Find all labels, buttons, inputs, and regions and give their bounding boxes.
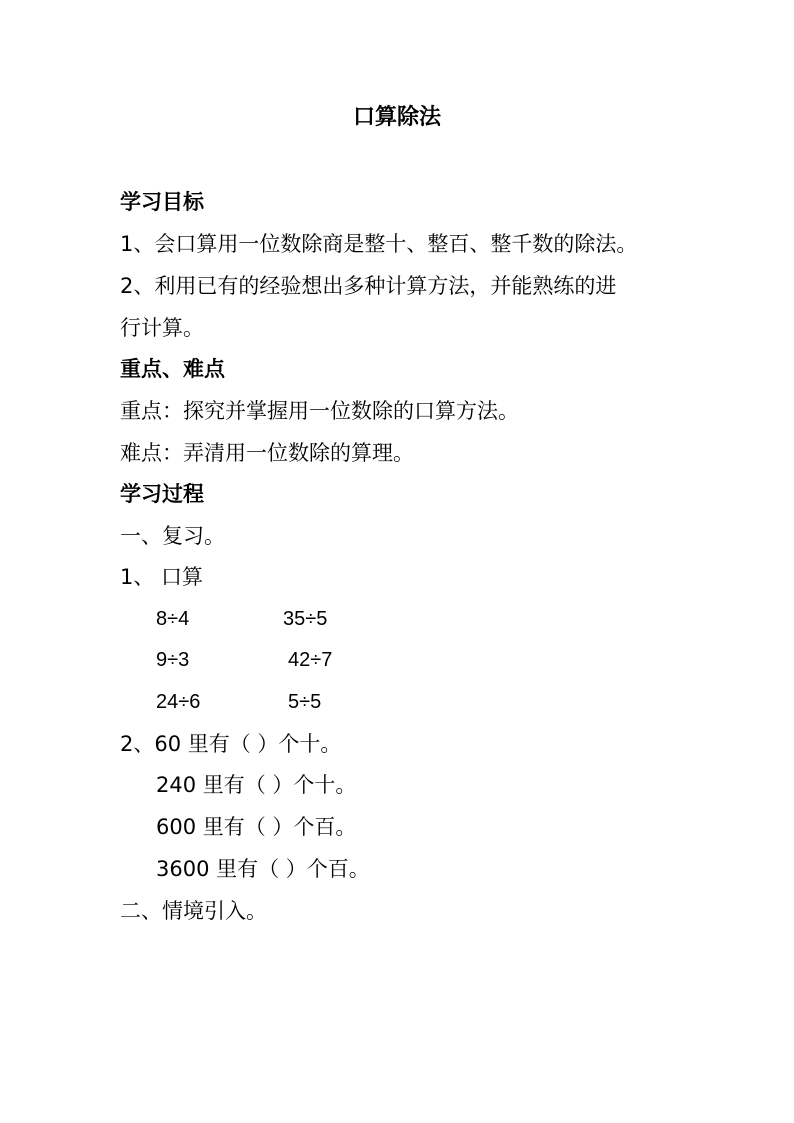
fill-blank-item-4: 3600 里有（ ）个百。 — [156, 857, 370, 881]
difficulty-point: 难点：弄清用一位数除的算理。 — [120, 441, 414, 465]
oral-calc-label: 1、 口算 — [120, 565, 204, 589]
objective-item-2-continued: 行计算。 — [120, 316, 204, 340]
fill-blank-item-3: 600 里有（ ）个百。 — [156, 815, 357, 839]
review-section-label: 一、复习。 — [120, 524, 225, 548]
calc-row-2-right: 42÷7 — [288, 649, 333, 671]
intro-section-label: 二、情境引入。 — [120, 899, 267, 923]
process-heading: 学习过程 — [120, 482, 204, 506]
calc-row-3-right: 5÷5 — [288, 691, 322, 713]
calc-row-1-left: 8÷4 — [156, 608, 190, 630]
objective-item-1: 1、会口算用一位数除商是整十、整百、整千数的除法。 — [120, 232, 638, 256]
key-point: 重点：探究并掌握用一位数除的口算方法。 — [120, 399, 519, 423]
calc-row-3-left: 24÷6 — [156, 691, 201, 713]
objective-item-2: 2、利用已有的经验想出多种计算方法，并能熟练的进 — [120, 274, 617, 298]
objectives-heading: 学习目标 — [120, 190, 204, 214]
calc-row-1-right: 35÷5 — [283, 608, 328, 630]
calc-row-2-left: 9÷3 — [156, 649, 190, 671]
fill-blank-item-2: 240 里有（ ）个十。 — [156, 773, 357, 797]
keypoints-heading: 重点、难点 — [120, 357, 225, 381]
fill-blank-item-1: 2、60 里有（ ）个十。 — [120, 732, 342, 756]
page-title: 口算除法 — [352, 105, 441, 130]
